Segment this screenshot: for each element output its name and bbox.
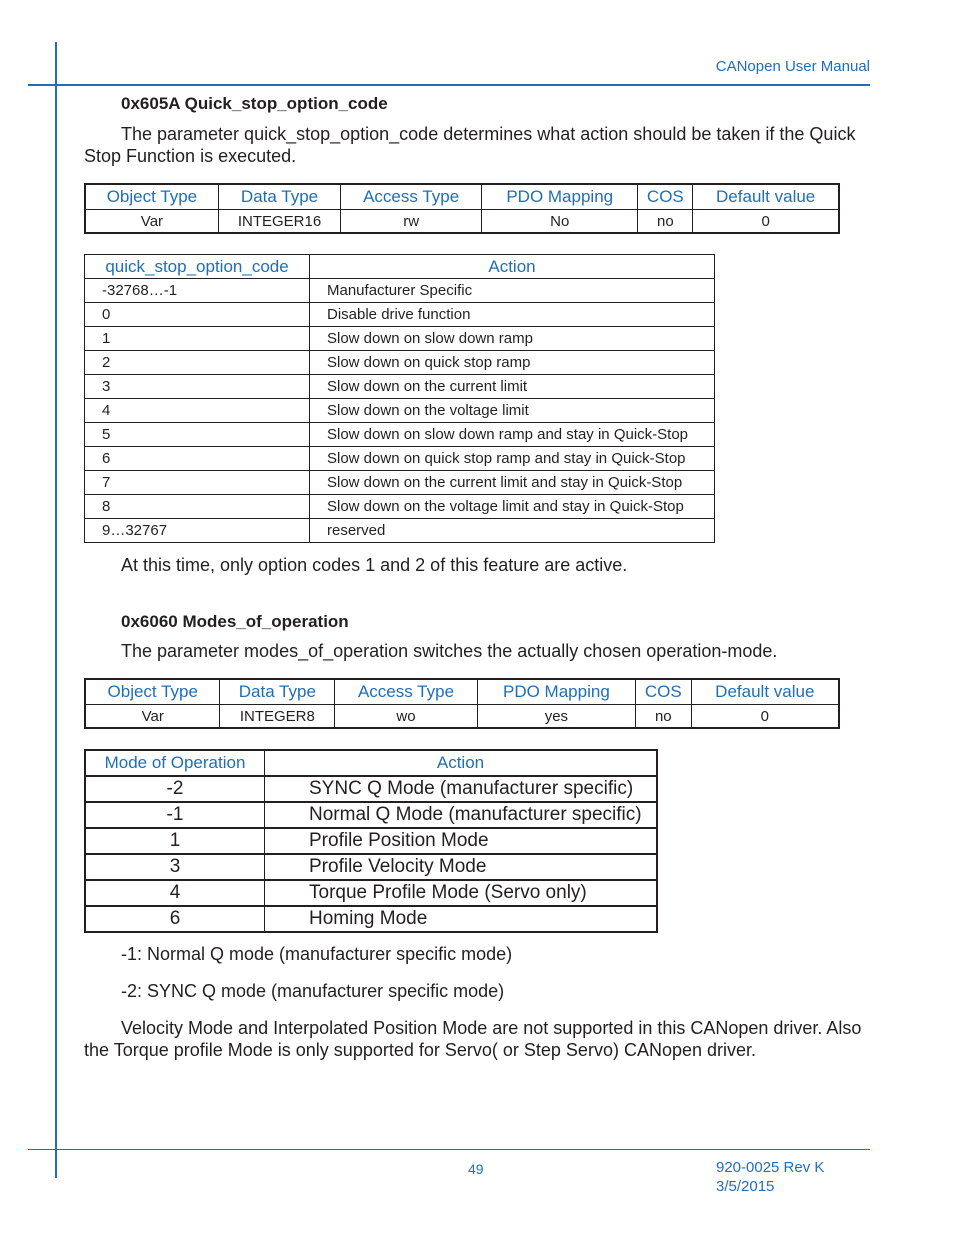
table-header: Data Type — [218, 184, 340, 210]
running-header: CANopen User Manual — [715, 58, 870, 75]
table-cell: 6 — [85, 906, 265, 932]
table-header: Default value — [693, 184, 839, 210]
table-cell: 3 — [85, 375, 310, 399]
table-cell: Var — [85, 210, 218, 234]
table-cell: 9…32767 — [85, 519, 310, 543]
table-row — [85, 423, 715, 447]
table-row — [85, 447, 715, 471]
table-header: Mode of Operation — [85, 750, 265, 776]
section-heading-quick-stop: 0x605A Quick_stop_option_code — [121, 94, 388, 113]
table-cell: 8 — [85, 495, 310, 519]
table-header: PDO Mapping — [477, 679, 635, 705]
table-cell: Slow down on the current limit — [310, 375, 715, 399]
table-header: COS — [638, 184, 693, 210]
table-row — [85, 802, 657, 828]
table-cell: 3 — [85, 854, 265, 880]
quick-stop-note: At this time, only option codes 1 and 2 of this feature are active. — [121, 555, 628, 575]
table-cell: -32768…-1 — [85, 279, 310, 303]
table-row — [85, 303, 715, 327]
table-header: Object Type — [85, 679, 220, 705]
table-cell: Slow down on the voltage limit — [310, 399, 715, 423]
table-cell: Slow down on quick stop ramp — [310, 351, 715, 375]
mode-note-sync-q: -2: SYNC Q mode (manufacturer specific mode) — [121, 981, 505, 1001]
header-rule — [28, 84, 870, 86]
table-header: Default value — [691, 679, 839, 705]
attributes-table-modes — [84, 678, 840, 729]
table-row — [85, 880, 657, 906]
table-cell: wo — [335, 705, 478, 729]
table-cell: no — [636, 705, 692, 729]
table-row — [85, 495, 715, 519]
table-cell: Slow down on quick stop ramp and stay in Quick-Stop — [310, 447, 715, 471]
section-heading-modes: 0x6060 Modes_of_operation — [121, 612, 349, 631]
table-row — [85, 279, 715, 303]
table-row — [85, 375, 715, 399]
table-cell: 0 — [693, 210, 839, 234]
table-cell: Homing Mode — [265, 906, 658, 932]
table-cell: 4 — [85, 399, 310, 423]
table-cell: Torque Profile Mode (Servo only) — [265, 880, 658, 906]
table-row — [85, 854, 657, 880]
table-cell: Disable drive function — [310, 303, 715, 327]
table-cell: yes — [477, 705, 635, 729]
table-cell: 1 — [85, 828, 265, 854]
table-header: Object Type — [85, 184, 218, 210]
document-number: 920-0025 Rev K — [716, 1159, 825, 1176]
table-header: COS — [636, 679, 692, 705]
table-header: Access Type — [335, 679, 478, 705]
table-header: PDO Mapping — [482, 184, 638, 210]
table-cell: rw — [341, 210, 482, 234]
table-cell: INTEGER16 — [218, 210, 340, 234]
mode-note-normal-q: -1: Normal Q mode (manufacturer specific mode) — [121, 944, 513, 964]
table-cell: Slow down on slow down ramp and stay in Quick-Stop — [310, 423, 715, 447]
table-header: quick_stop_option_code — [85, 255, 310, 279]
table-cell: Normal Q Mode (manufacturer specific) — [265, 802, 658, 828]
table-cell: No — [482, 210, 638, 234]
table-cell: Profile Position Mode — [265, 828, 658, 854]
table-row — [85, 519, 715, 543]
table-row — [85, 828, 657, 854]
table-row — [85, 399, 715, 423]
quick-stop-codes-table — [84, 254, 715, 543]
table-header: Action — [310, 255, 715, 279]
table-cell: -1 — [85, 802, 265, 828]
table-cell: Slow down on the voltage limit and stay in Quick-Stop — [310, 495, 715, 519]
table-cell: 0 — [85, 303, 310, 327]
document-date: 3/5/2015 — [716, 1178, 775, 1195]
page-number: 49 — [468, 1161, 484, 1177]
table-row — [85, 776, 657, 802]
document-info — [716, 1158, 824, 1196]
table-cell: reserved — [310, 519, 715, 543]
table-cell: Profile Velocity Mode — [265, 854, 658, 880]
table-header: Access Type — [341, 184, 482, 210]
table-cell: Var — [85, 705, 220, 729]
table-row — [85, 351, 715, 375]
table-cell: Slow down on slow down ramp — [310, 327, 715, 351]
table-cell: INTEGER8 — [220, 705, 335, 729]
attributes-table-quick-stop — [84, 183, 840, 234]
table-row — [85, 471, 715, 495]
section-intro-quick-stop: The parameter quick_stop_option_code determines what action should be taken if the Quick Stop Function is executed. — [84, 124, 856, 166]
closing-paragraph: Velocity Mode and Interpolated Position Mode are not supported in this CANopen driver. Also the Torque profile Mode is only supported for Servo( or Step Servo) CANopen driver. — [84, 1018, 862, 1060]
table-cell: no — [638, 210, 693, 234]
table-cell: 6 — [85, 447, 310, 471]
table-cell: -2 — [85, 776, 265, 802]
table-cell: 5 — [85, 423, 310, 447]
table-cell: SYNC Q Mode (manufacturer specific) — [265, 776, 658, 802]
section-intro-modes: The parameter modes_of_operation switches the actually chosen operation-mode. — [121, 641, 778, 661]
table-cell: 0 — [691, 705, 839, 729]
table-cell: 7 — [85, 471, 310, 495]
table-cell: Manufacturer Specific — [310, 279, 715, 303]
table-cell: 2 — [85, 351, 310, 375]
footer-rule — [28, 1149, 870, 1150]
left-margin-rule — [55, 42, 57, 1178]
table-cell: Slow down on the current limit and stay in Quick-Stop — [310, 471, 715, 495]
table-header: Action — [265, 750, 658, 776]
table-row — [85, 327, 715, 351]
modes-of-operation-table — [84, 749, 658, 933]
table-cell: 4 — [85, 880, 265, 906]
table-header: Data Type — [220, 679, 335, 705]
table-row — [85, 906, 657, 932]
table-cell: 1 — [85, 327, 310, 351]
